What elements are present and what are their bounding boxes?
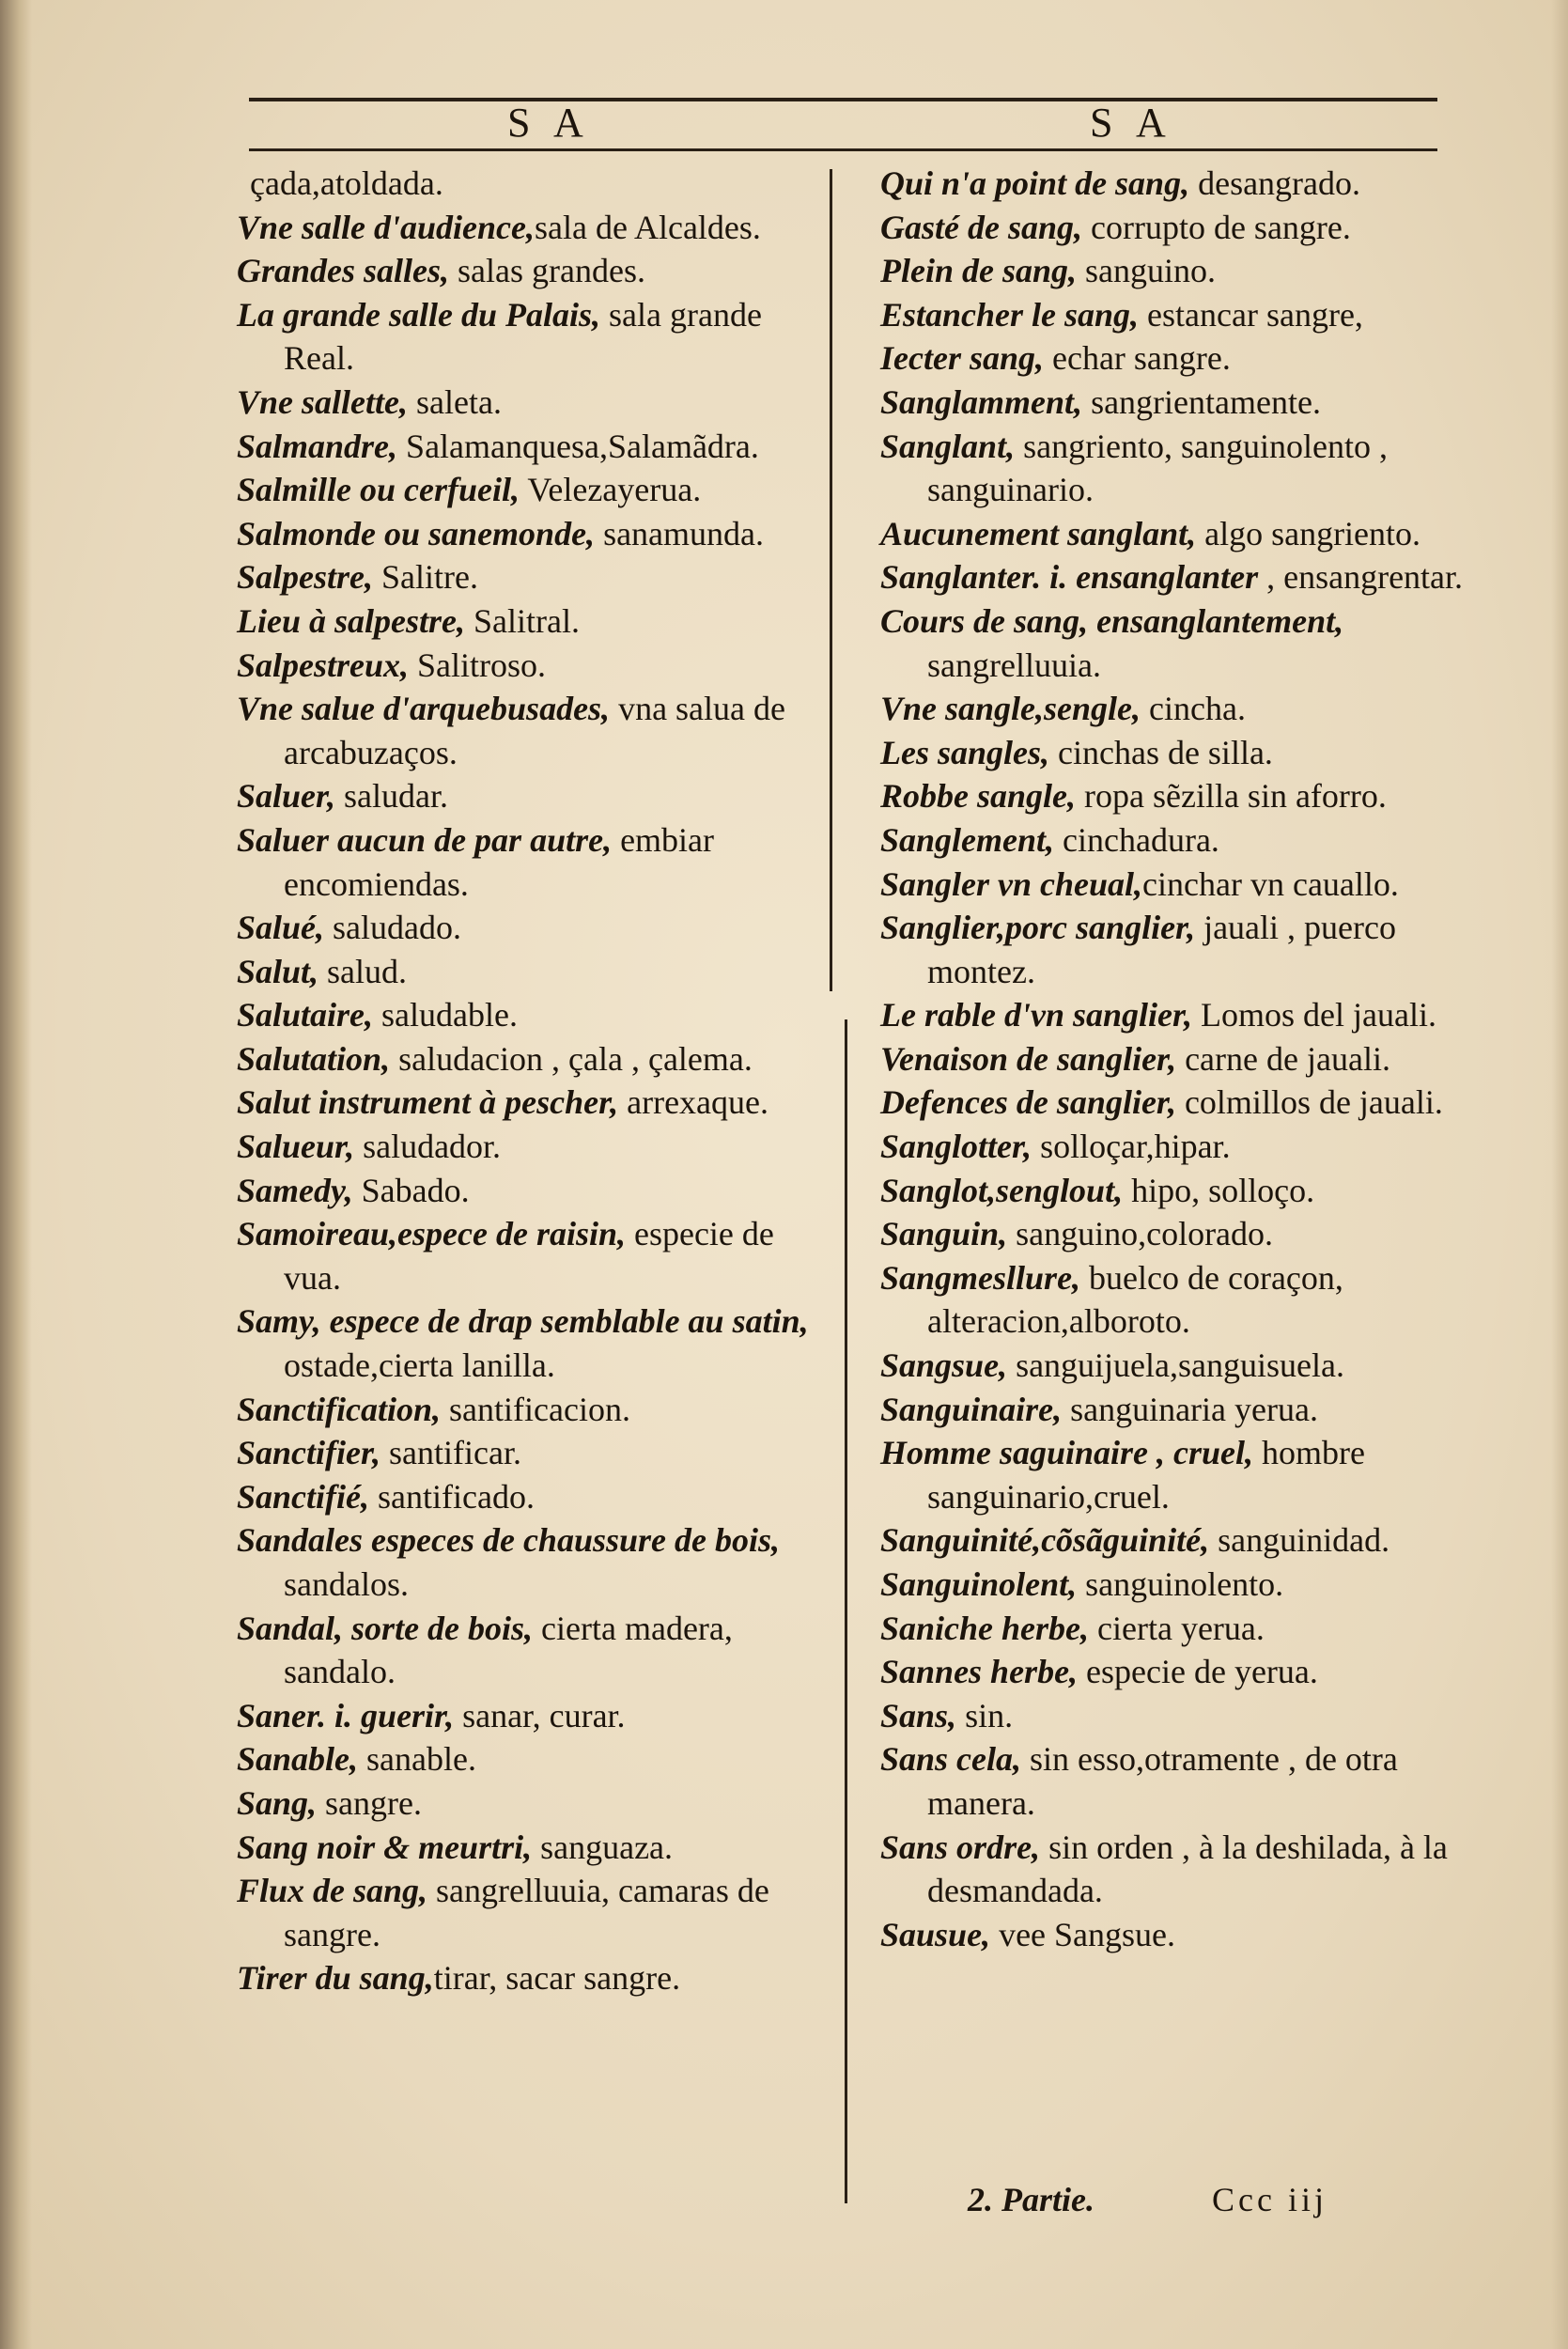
entry-headword: Salut instrument à pescher, (237, 1083, 619, 1122)
entry-translation: santificar. (380, 1434, 521, 1472)
entry-headword: Cours de sang, ensanglantement, (880, 601, 1344, 640)
entry-translation: Salitral. (464, 601, 580, 640)
dictionary-entry (237, 555, 824, 599)
entry-translation: cinchas de silla. (1049, 733, 1273, 771)
entry-translation: cincha. (1141, 690, 1246, 728)
entry-translation: sanguinidad. (1209, 1521, 1390, 1560)
dictionary-entry (880, 1388, 1482, 1432)
entry-headword: Le rable d'vn sanglier, (880, 996, 1192, 1034)
entry-translation: corrupto de sangre. (1082, 208, 1351, 246)
entry-headword: Vne salue d'arquebusades, (237, 690, 611, 728)
entry-translation: sanamunda. (595, 514, 765, 552)
entry-translation: sandalos. (284, 1565, 409, 1603)
entry-translation: salas grandes. (449, 252, 645, 290)
dictionary-entry (880, 1694, 1482, 1738)
entry-translation: çada,atoldada. (250, 164, 443, 202)
entry-translation: cierta yerua. (1089, 1609, 1265, 1647)
dictionary-entry (880, 906, 1482, 993)
entry-translation: Salamanquesa,Salamãdra. (397, 427, 759, 465)
dictionary-entry (237, 162, 824, 206)
dictionary-entry (237, 512, 824, 556)
dictionary-entry (880, 1518, 1482, 1563)
entry-headword: Sanctifier, (237, 1434, 381, 1472)
dictionary-entry (880, 425, 1482, 512)
dictionary-entry (237, 1956, 824, 2000)
page-footer (939, 2178, 1466, 2221)
entry-headword: Saluer, (237, 777, 336, 816)
entry-translation: saludar. (335, 777, 449, 816)
dictionary-entry (880, 249, 1482, 293)
entry-headword: Sans, (880, 1696, 957, 1735)
entry-translation: tirar, sacar sangre. (433, 1959, 681, 1998)
entry-translation: sanable. (358, 1740, 476, 1779)
dictionary-entry (880, 1037, 1482, 1081)
entry-headword: Sans ordre, (880, 1828, 1041, 1866)
entry-headword: Defences de sanglier, (880, 1083, 1176, 1122)
entry-translation: vna salua de arcabuzaços. (284, 690, 785, 771)
entry-translation: embiar encomiendas. (284, 820, 715, 903)
entry-translation: sanguino,colorado. (1007, 1215, 1274, 1253)
dictionary-entry (237, 293, 824, 381)
dictionary-entry (237, 1737, 824, 1781)
dictionary-entry (880, 555, 1482, 599)
dictionary-entry (237, 1781, 824, 1826)
dictionary-entry (880, 1563, 1482, 1607)
page-edge-shadow-right (1551, 0, 1568, 2349)
entry-headword: Saniche herbe, (880, 1609, 1090, 1647)
column-divider-lower (845, 1019, 847, 2203)
entry-headword: La grande salle du Palais, (237, 295, 601, 334)
entry-headword: Salpestre, (237, 558, 374, 597)
dictionary-entry (880, 1125, 1482, 1169)
entry-headword: Sanglanter. i. ensanglanter (880, 558, 1259, 597)
entry-headword: Sangsue, (880, 1346, 1008, 1385)
dictionary-entry (880, 1913, 1482, 1957)
entry-translation: algo sangriento. (1196, 514, 1421, 552)
entry-headword: Sanglot,senglout, (880, 1171, 1124, 1209)
entry-headword: Homme saguinaire , cruel, (880, 1434, 1254, 1472)
dictionary-entry (880, 1607, 1482, 1651)
entry-headword: Estancher le sang, (880, 295, 1140, 334)
entry-translation: sala de Alcaldes. (535, 208, 761, 246)
entry-headword: Qui n'a point de sang, (880, 164, 1190, 202)
entry-headword: Sanglamment, (880, 382, 1083, 421)
entry-headword: Salutation, (237, 1039, 391, 1078)
dictionary-entry (880, 599, 1482, 687)
entry-headword: Salueur, (237, 1128, 355, 1166)
dictionary-entry (237, 687, 824, 774)
entry-headword: Sanctifié, (237, 1477, 369, 1516)
dictionary-entry (237, 425, 824, 469)
dictionary-entry (237, 906, 824, 950)
dictionary-entry (880, 512, 1482, 556)
entry-headword: Salmonde ou sanemonde, (237, 514, 596, 552)
dictionary-entry (880, 336, 1482, 381)
entry-translation: Salitroso. (409, 646, 547, 684)
entry-headword: Aucunement sanglant, (880, 514, 1197, 552)
dictionary-entry (880, 293, 1482, 337)
entry-headword: Iecter sang, (880, 339, 1044, 378)
entry-translation: saludador. (354, 1128, 502, 1166)
entry-headword: Samoireau,espece de raisin, (237, 1215, 626, 1253)
running-head-right: S A (1090, 100, 1173, 146)
entry-translation: Velezayerua. (520, 471, 702, 509)
dictionary-entry (237, 1826, 824, 1870)
entry-translation: sanguaza. (532, 1828, 674, 1866)
entry-translation: sanguinolento. (1077, 1565, 1284, 1603)
entry-translation: cierta madera, sandalo. (284, 1609, 733, 1691)
dictionary-entry (880, 1737, 1482, 1825)
dictionary-entry (237, 950, 824, 994)
entry-headword: Vne sallette, (237, 382, 408, 421)
dictionary-entry (880, 1256, 1482, 1344)
entry-headword: Grandes salles, (237, 252, 450, 290)
entry-headword: Samedy, (237, 1171, 353, 1209)
entry-headword: Saner. i. guerir, (237, 1696, 455, 1735)
entry-headword: Sanctification, (237, 1390, 442, 1428)
entry-translation: hombre sanguinario,cruel. (927, 1434, 1365, 1516)
dictionary-entry (237, 818, 824, 906)
dictionary-entry (237, 1212, 824, 1299)
dictionary-entry (880, 162, 1482, 206)
dictionary-entry (237, 1475, 824, 1519)
entry-translation: saludable. (373, 996, 518, 1034)
entry-headword: Sanguinaire, (880, 1390, 1063, 1428)
dictionary-entry (237, 1037, 824, 1081)
entry-translation: estancar sangre, (1139, 295, 1363, 334)
entry-translation: jauali , puerco montez. (927, 909, 1396, 990)
entry-headword: Sangler vn cheual, (880, 864, 1143, 903)
dictionary-entry (237, 1081, 824, 1125)
entry-headword: Vne sangle,sengle, (880, 690, 1141, 728)
entry-translation: sangre. (317, 1783, 423, 1822)
entry-translation: sanar, curar. (454, 1696, 626, 1735)
dictionary-entry (237, 206, 824, 250)
page-edge-shadow-left (0, 0, 32, 2349)
dictionary-entry (237, 1388, 824, 1432)
dictionary-entry (237, 249, 824, 293)
entry-headword: Salmandre, (237, 427, 398, 465)
entry-translation: especie de yerua. (1078, 1653, 1318, 1691)
entry-headword: Sandal, sorte de bois, (237, 1609, 534, 1647)
left-column (237, 162, 824, 2000)
running-head-left: S A (507, 100, 591, 146)
entry-translation: echar sangre. (1044, 339, 1231, 378)
dictionary-entry (880, 381, 1482, 425)
entry-translation: saludado. (324, 909, 461, 947)
dictionary-entry (880, 206, 1482, 250)
entry-translation: solloçar,hipar. (1032, 1128, 1231, 1166)
entry-translation: sangriento, sanguinolento , sanguinario. (927, 427, 1389, 509)
entry-translation: saleta. (408, 382, 502, 421)
header-rule-top (249, 98, 1437, 101)
entry-headword: Sausue, (880, 1915, 991, 1953)
entry-translation: santificado. (369, 1477, 535, 1516)
entry-headword: Salutaire, (237, 996, 374, 1034)
entry-translation: hipo, solloço. (1123, 1171, 1315, 1209)
entry-translation: sanguino. (1077, 252, 1217, 290)
dictionary-entry (880, 687, 1482, 731)
entry-translation: , ensangrentar. (1258, 558, 1464, 597)
dictionary-entry (237, 1869, 824, 1956)
entry-translation: sangrelluuia, camaras de sangre. (284, 1872, 769, 1953)
column-divider-upper (830, 169, 832, 991)
entry-translation: vee Sangsue. (990, 1915, 1176, 1953)
entry-translation: carne de jauali. (1176, 1039, 1390, 1078)
entry-headword: Sangmesllure, (880, 1258, 1081, 1297)
entry-headword: Sanglotter, (880, 1128, 1032, 1166)
dictionary-entry (237, 381, 824, 425)
entry-translation: ostade,cierta lanilla. (284, 1346, 555, 1385)
entry-headword: Sanglier,porc sanglier, (880, 909, 1196, 947)
entry-translation: especie de vua. (284, 1215, 774, 1297)
dictionary-entry (237, 1607, 824, 1694)
dictionary-entry (237, 599, 824, 644)
dictionary-entry (237, 774, 824, 818)
entry-headword: Samy, espece de drap semblable au satin, (237, 1302, 809, 1341)
entry-translation: ropa sẽzilla sin aforro. (1076, 777, 1387, 816)
entry-headword: Salué, (237, 909, 325, 947)
entry-translation: sangrientamente. (1082, 382, 1321, 421)
entry-translation: santificacion. (441, 1390, 630, 1428)
dictionary-entry (880, 1826, 1482, 1913)
entry-translation: desangrado. (1189, 164, 1361, 202)
header-rule-bottom (249, 148, 1437, 151)
entry-headword: Sanglement, (880, 820, 1055, 859)
dictionary-entry (237, 1299, 824, 1387)
dictionary-entry (237, 993, 824, 1037)
entry-translation: cinchar vn cauallo. (1142, 864, 1399, 903)
entry-headword: Lieu à salpestre, (237, 601, 465, 640)
right-column (880, 162, 1482, 1956)
signature-mark: Ccc iij (1212, 2181, 1327, 2218)
dictionary-entry (880, 1431, 1482, 1518)
dictionary-entry (237, 644, 824, 688)
entry-headword: Gasté de sang, (880, 208, 1082, 246)
dictionary-entry (880, 863, 1482, 907)
entry-headword: Salpestreux, (237, 646, 410, 684)
entry-translation: buelco de coraçon, alteracion,alboroto. (927, 1258, 1343, 1341)
dictionary-entry (880, 731, 1482, 775)
dictionary-entry (237, 1694, 824, 1738)
entry-headword: Tirer du sang, (237, 1959, 434, 1998)
dictionary-entry (237, 1431, 824, 1475)
entry-translation: Lomos del jauali. (1192, 996, 1436, 1034)
entry-headword: Sanguinolent, (880, 1565, 1078, 1603)
entry-translation: sala grande Real. (284, 295, 762, 378)
entry-headword: Sandales especes de chaussure de bois, (237, 1521, 780, 1560)
dictionary-entry (880, 818, 1482, 863)
entry-headword: Sang, (237, 1783, 318, 1822)
dictionary-entry (880, 1169, 1482, 1213)
dictionary-entry (880, 993, 1482, 1037)
entry-headword: Sannes herbe, (880, 1653, 1079, 1691)
entry-translation: Sabado. (352, 1171, 470, 1209)
dictionary-entry (880, 1650, 1482, 1694)
dictionary-entry (880, 1344, 1482, 1388)
part-label: 2. Partie. (968, 2181, 1094, 2218)
entry-headword: Venaison de sanglier, (880, 1039, 1177, 1078)
entry-translation: saludacion , çala , çalema. (390, 1039, 753, 1078)
entry-translation: sanguinaria yerua. (1062, 1390, 1318, 1428)
entry-headword: Salut, (237, 952, 319, 990)
entry-headword: Flux de sang, (237, 1872, 428, 1910)
dictionary-entry (237, 1125, 824, 1169)
entry-translation: Salitre. (373, 558, 478, 597)
entry-translation: sin. (956, 1696, 1014, 1735)
dictionary-entry (880, 774, 1482, 818)
entry-headword: Vne salle d'audience, (237, 208, 535, 246)
entry-headword: Sanable, (237, 1740, 359, 1779)
entry-headword: Salmille ou cerfueil, (237, 471, 520, 509)
entry-translation: arrexaque. (618, 1083, 768, 1122)
dictionary-entry (880, 1212, 1482, 1256)
entry-translation: sanguijuela,sanguisuela. (1007, 1346, 1344, 1385)
entry-translation: cinchadura. (1054, 820, 1219, 859)
entry-headword: Sanguin, (880, 1215, 1008, 1253)
dictionary-entry (237, 1518, 824, 1606)
entry-headword: Sang noir & meurtri, (237, 1828, 533, 1866)
entry-translation: sangrelluuia. (927, 646, 1101, 684)
entry-translation: salud. (318, 952, 408, 990)
dictionary-entry (237, 468, 824, 512)
entry-headword: Sanglant, (880, 427, 1016, 465)
entry-headword: Saluer aucun de par autre, (237, 820, 613, 859)
entry-headword: Les sangles, (880, 733, 1049, 771)
dictionary-entry (880, 1081, 1482, 1125)
entry-headword: Robbe sangle, (880, 777, 1077, 816)
entry-translation: sin orden , à la deshilada, à la desmandada. (927, 1828, 1448, 1910)
entry-headword: Plein de sang, (880, 252, 1078, 290)
dictionary-entry (237, 1169, 824, 1213)
entry-translation: sin esso,otramente , de otra manera. (927, 1740, 1398, 1822)
entry-translation: colmillos de jauali. (1175, 1083, 1443, 1122)
entry-headword: Sanguinité,cõsãguinité, (880, 1521, 1210, 1560)
entry-headword: Sans cela, (880, 1740, 1022, 1779)
